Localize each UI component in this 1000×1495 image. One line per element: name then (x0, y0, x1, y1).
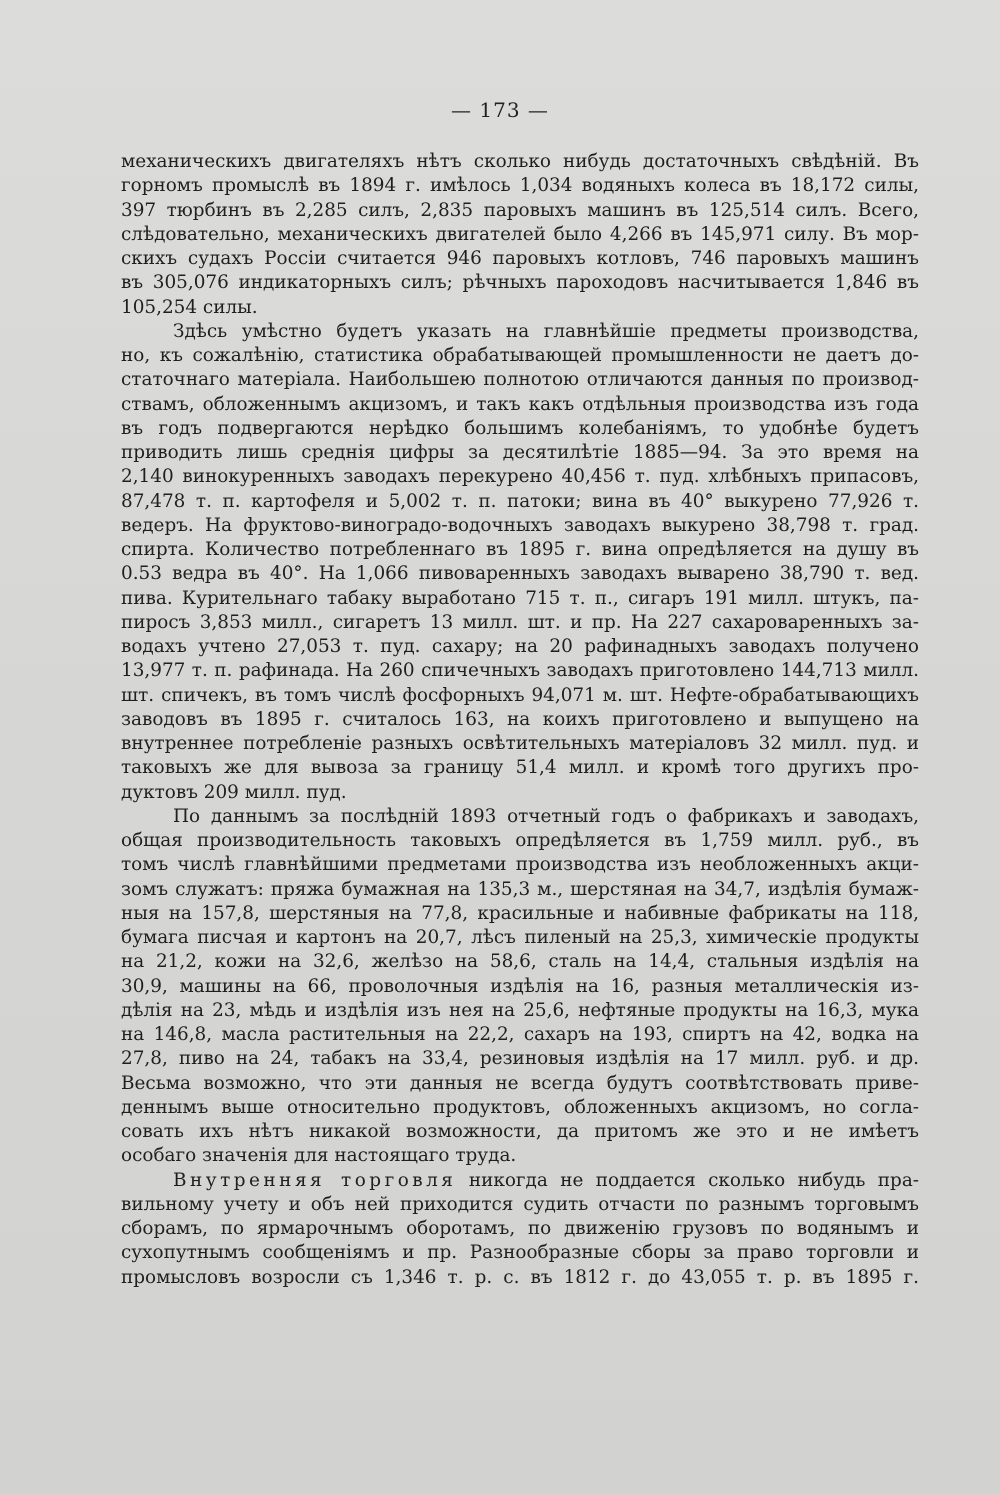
text-line: приводить лишь среднія цифры за десятилѣтіе 1885—94. За это время на (121, 442, 919, 463)
text-line: горномъ промыслѣ въ 1894 г. имѣлось 1,034 водяныхъ колеса въ 18,172 силы, (121, 175, 919, 197)
text-line: 0.53 ведра въ 40°. На 1,066 пивоваренныхъ заводахъ выварено 38,790 т. вед. (121, 563, 919, 585)
text-line: совать ихъ нѣтъ никакой возможности, да притомъ же это и не имѣетъ (121, 1121, 919, 1142)
text-line (121, 1169, 919, 1193)
text-line: въ годъ подвергаются нерѣдко большимъ колебаніямъ, то удобнѣе будетъ (121, 417, 919, 439)
text-line: на 21,2, кожи на 32,6, желѣзо на 58,6, сталь на 14,4, стальныя издѣлія на (121, 951, 919, 973)
text-line: Весьма возможно, что эти данныя не всегда будутъ соотвѣтствовать приве- (121, 1072, 919, 1094)
text-line: промысловъ возросли съ 1,346 т. р. с. въ 1812 г. до 43,055 т. р. въ 1895 г. (121, 1266, 919, 1288)
text-line: скихъ судахъ Россіи считается 946 паровыхъ котловъ, 746 паровыхъ машинъ (121, 248, 919, 269)
page-number: — 173 — (451, 98, 549, 122)
text-line: ствамъ, обложеннымъ акцизомъ, и такъ какъ отдѣльныя производства изъ года (121, 393, 919, 415)
text-line: По даннымъ за послѣдній 1893 отчетный годъ о фабрикахъ и заводахъ, (173, 805, 919, 827)
text-line: слѣдовательно, механическихъ двигателей было 4,266 въ 145,971 силу. Въ мор- (121, 223, 919, 245)
text-line: сборамъ, по ярмарочнымъ оборотамъ, по движенію грузовъ по водянымъ и (121, 1218, 919, 1239)
text-line: 105,254 силы. (121, 296, 258, 318)
body-text (121, 150, 919, 1290)
text-line: ведеръ. На фруктово-виноградо-водочныхъ заводахъ выкурено 38,798 т. град. (121, 514, 919, 536)
text-line: водахъ учтено 27,053 т. пуд. сахару; на 20 рафинадныхъ заводахъ получено (121, 636, 919, 657)
text-line: 397 тюрбинъ въ 2,285 силъ, 2,835 паровыхъ машинъ въ 125,514 силъ. Всего, (121, 199, 919, 221)
text-line: шт. спичекъ, въ томъ числѣ фосфорныхъ 94,071 м. шт. Нефте-обрабатывающихъ (121, 684, 919, 706)
text-line: механическихъ двигателяхъ нѣтъ сколько нибудь достаточныхъ свѣдѣній. Въ (121, 151, 919, 172)
text-line: сухопутнымъ сообщеніямъ и пр. Разнообразные сборы за право торговли и (121, 1242, 919, 1264)
text-line: 2,140 винокуренныхъ заводахъ перекурено 40,456 т. пуд. хлѣбныхъ припасовъ, (121, 466, 919, 488)
text-line: вильному учету и объ ней приходится судить отчасти по разнымъ торговымъ (121, 1193, 919, 1215)
text-line: деннымъ выше относительно продуктовъ, обложенныхъ акцизомъ, но согла- (121, 1096, 919, 1118)
text-line: пива. Курительнаго табаку выработано 715 т. п., сигаръ 191 милл. штукъ, па- (121, 587, 919, 609)
text-line: статочнаго матеріала. Наибольшею полнотою отличаются данныя по производ- (121, 369, 919, 391)
text-line: таковыхъ же для вывоза за границу 51,4 милл. и кромѣ того другихъ про- (121, 757, 919, 779)
paragraph-3 (121, 805, 919, 1169)
paragraph-1 (121, 150, 919, 320)
text-fragment: никогда не поддается сколько нибудь пра- (456, 1169, 919, 1191)
text-line: 13,977 т. п. рафинада. На 260 спичечныхъ заводахъ приготовлено 144,713 милл. (121, 660, 919, 682)
text-line: особаго значенія для настоящаго труда. (121, 1145, 517, 1167)
text-line: томъ числѣ главнѣйшими предметами производства изъ необложенныхъ акци- (121, 854, 919, 876)
text-line: 27,8, пиво на 24, табакъ на 33,4, резиновыя издѣлія на 17 милл. руб. и др. (121, 1048, 919, 1070)
text-line: дуктовъ 209 милл. пуд. (121, 781, 347, 803)
text-line: ныя на 157,8, шерстяныя на 77,8, красильные и набивные фабрикаты на 118, (121, 902, 919, 924)
text-line: въ 305,076 индикаторныхъ силъ; рѣчныхъ пароходовъ насчитывается 1,846 въ (121, 272, 919, 294)
section-lead-term: Внутренняя торговля (173, 1169, 457, 1191)
text-line: 30,9, машины на 66, проволочныя издѣлія на 16, разныя металлическія из- (121, 975, 919, 997)
text-line: спирта. Количество потребленнаго въ 1895 г. вина опредѣляется на душу въ (121, 539, 919, 560)
text-line: общая производительность таковыхъ опредѣляется въ 1,759 милл. руб., въ (121, 830, 919, 851)
text-line: заводовъ въ 1895 г. считалось 163, на коихъ приготовлено и выпущено на (121, 708, 919, 730)
text-line: пиросъ 3,853 милл., сигаретъ 13 милл. шт. и пр. На 227 сахароваренныхъ за- (121, 611, 919, 633)
text-line: бумага писчая и картонъ на 20,7, лѣсъ пиленый на 25,3, химическіе продукты (121, 927, 919, 948)
paragraph-2 (121, 320, 919, 805)
text-line: дѣлія на 23, мѣдь и издѣлія изъ нея на 25,6, нефтяные продукты на 16,3, мука (121, 999, 919, 1021)
text-line: зомъ служатъ: пряжа бумажная на 135,3 м., шерстяная на 34,7, издѣлія бумаж- (121, 878, 919, 900)
text-line: 87,478 т. п. картофеля и 5,002 т. п. патоки; вина въ 40° выкурено 77,926 т. (121, 490, 919, 512)
text-line: но, къ сожалѣнію, статистика обрабатывающей промышленности не даетъ до- (121, 345, 919, 366)
paragraph-4 (121, 1169, 919, 1290)
text-line: Здѣсь умѣстно будетъ указать на главнѣйшіе предметы производства, (173, 320, 919, 342)
text-line: на 146,8, масла растительныя на 22,2, сахаръ на 193, спиртъ на 42, водка на (121, 1024, 919, 1045)
text-line: внутреннее потребленіе разныхъ освѣтительныхъ матеріаловъ 32 милл. пуд. и (121, 733, 919, 754)
